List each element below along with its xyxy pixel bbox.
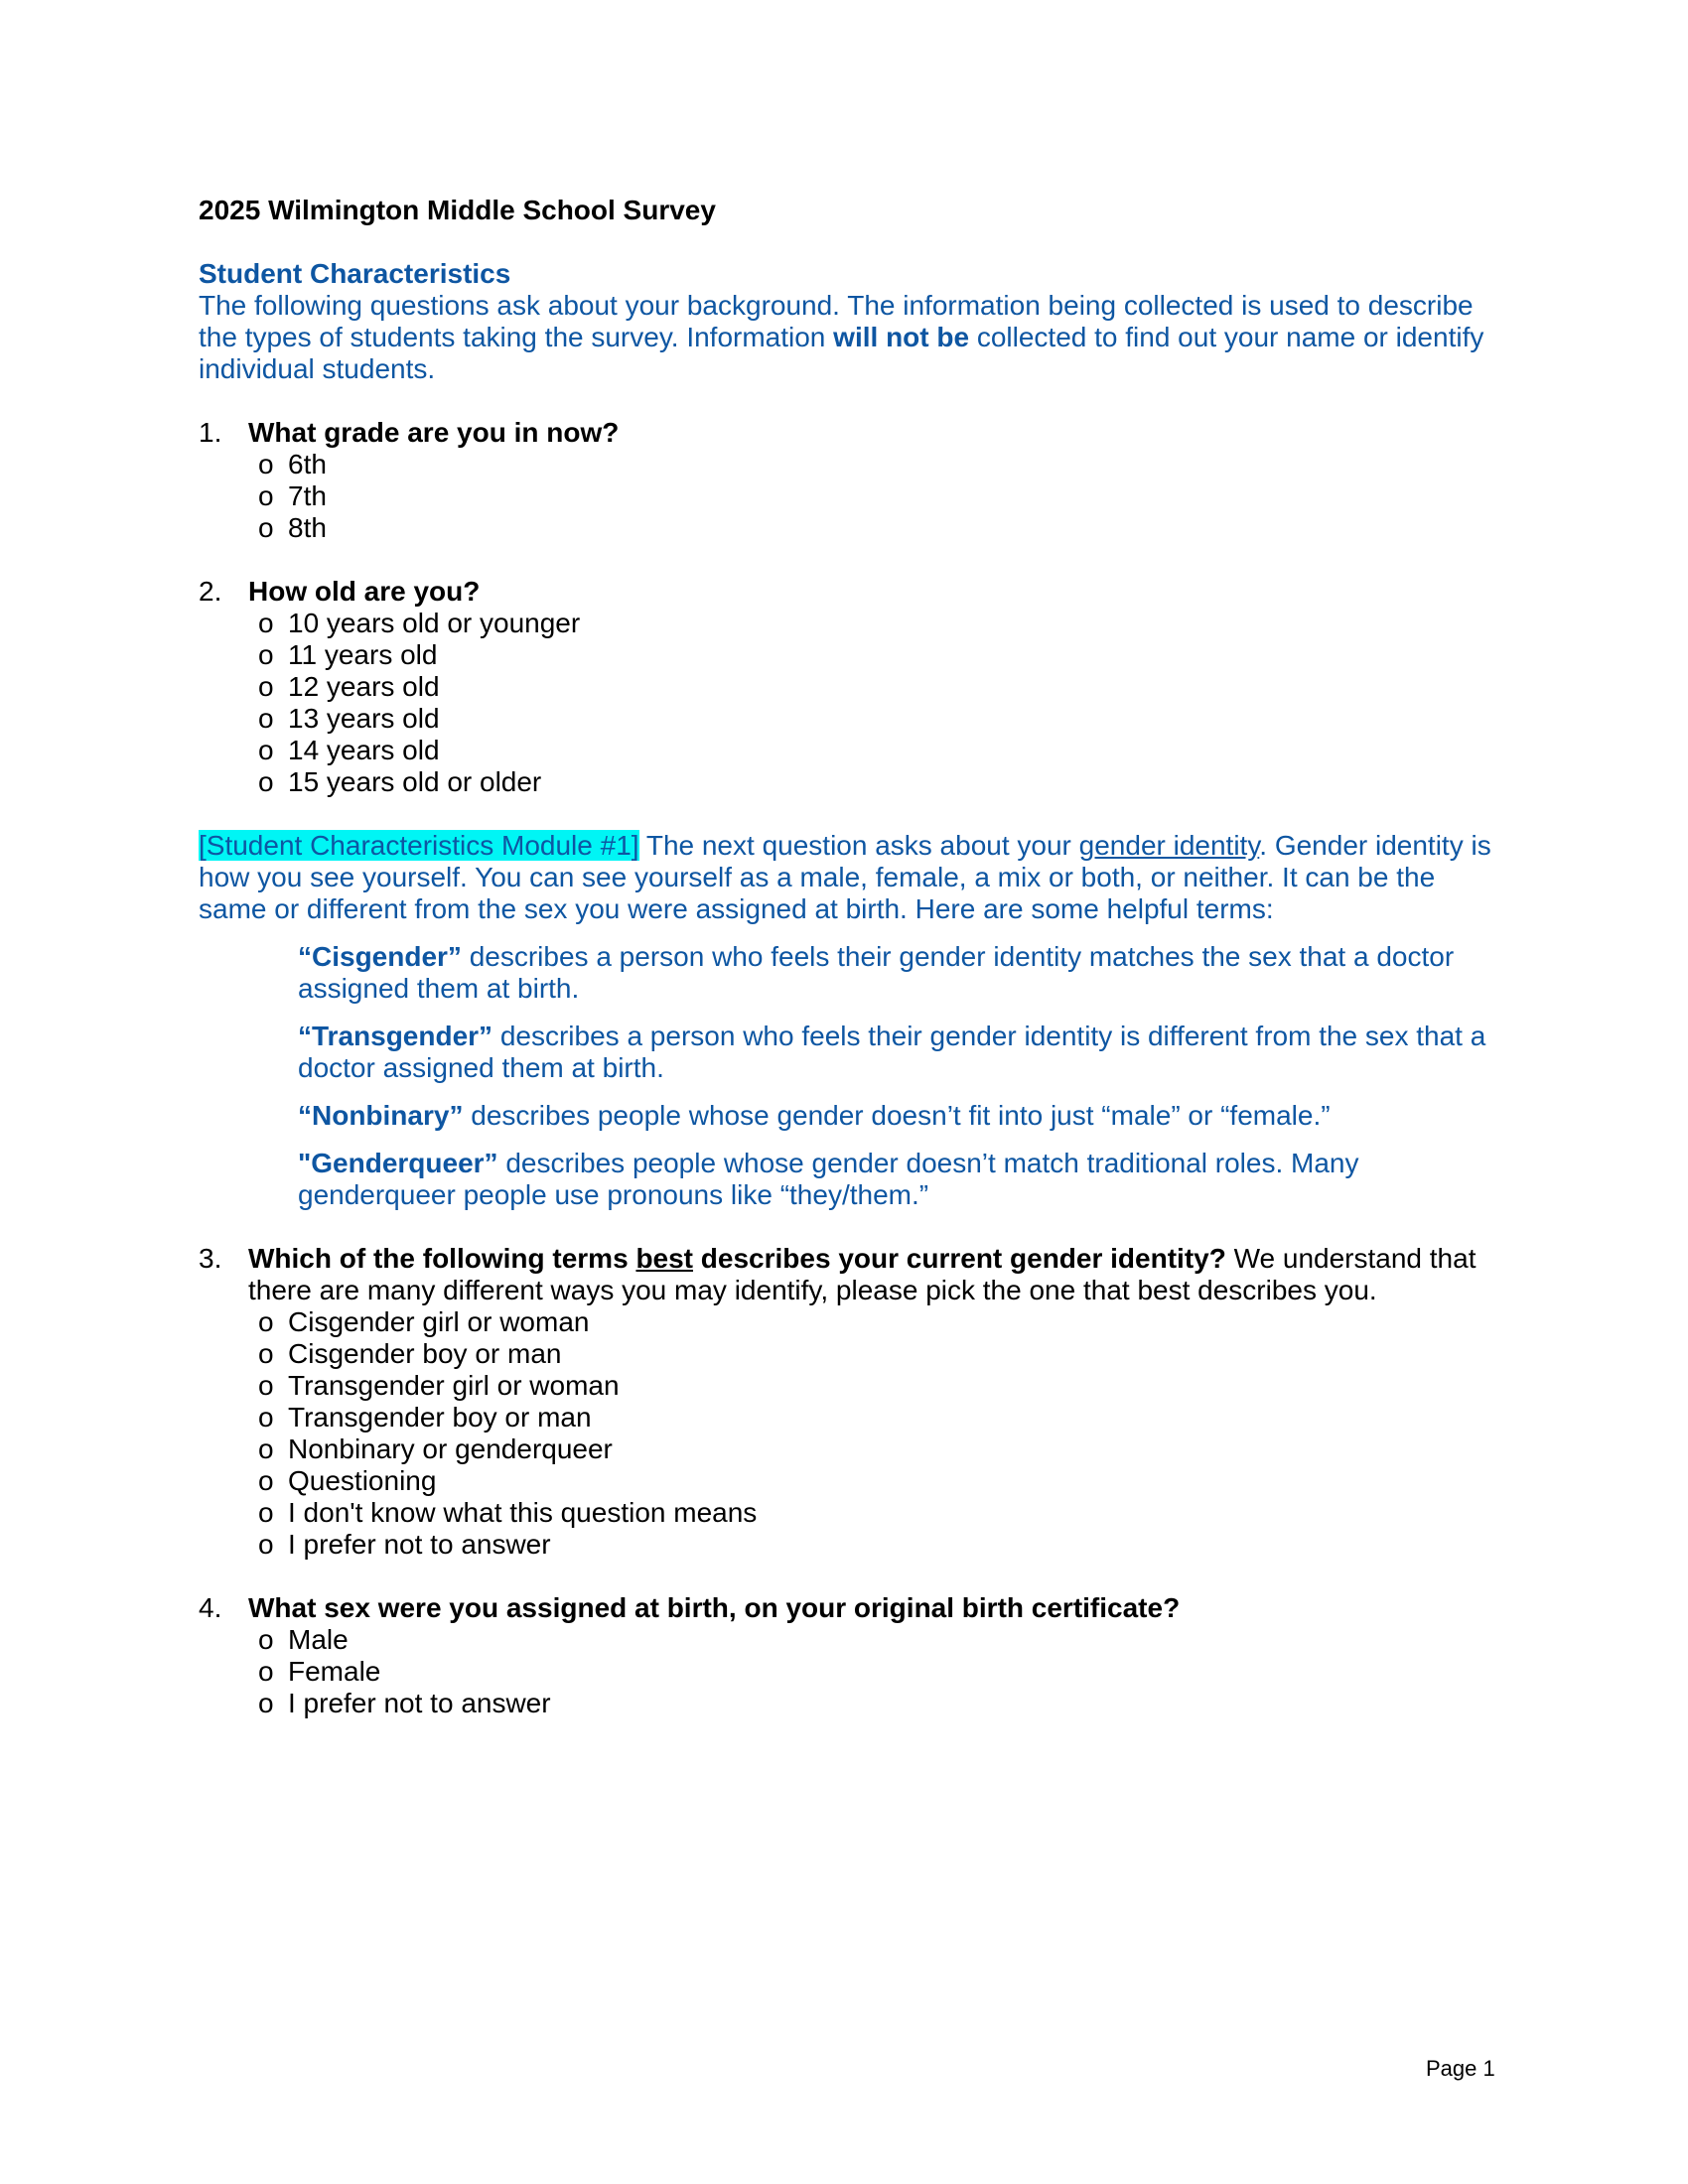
- option[interactable]: o 10 years old or younger: [258, 608, 581, 638]
- radio-bullet-icon: o: [258, 1688, 274, 1718]
- option[interactable]: o Cisgender girl or woman: [258, 1306, 590, 1337]
- radio-bullet-icon: o: [258, 1370, 274, 1401]
- radio-bullet-icon: o: [258, 1338, 274, 1369]
- option[interactable]: o 6th: [258, 449, 327, 479]
- radio-bullet-icon: o: [258, 1433, 274, 1464]
- question-3: [199, 1243, 1499, 1306]
- radio-bullet-icon: o: [258, 1624, 274, 1655]
- intro-text-a: The following questions ask about your background. The information being collected is used to describe the types of students taking the survey. Information: [199, 290, 1474, 352]
- module-tag: [Student Characteristics Module #1]: [199, 830, 639, 861]
- intro-text-b: collected to find out your name or identify individual students.: [199, 322, 1484, 384]
- section-heading: Student Characteristics: [199, 258, 511, 289]
- question-number: 1.: [199, 417, 222, 448]
- question-text: How old are you?: [248, 576, 481, 607]
- radio-bullet-icon: o: [258, 449, 274, 479]
- option[interactable]: o I prefer not to answer: [258, 1529, 551, 1560]
- option[interactable]: o Female: [258, 1656, 381, 1687]
- intro-text-bold: will not be: [833, 322, 970, 352]
- radio-bullet-icon: o: [258, 1402, 274, 1433]
- radio-bullet-icon: o: [258, 480, 274, 511]
- radio-bullet-icon: o: [258, 703, 274, 734]
- radio-bullet-icon: o: [258, 735, 274, 765]
- question-number: 3.: [199, 1243, 222, 1274]
- option[interactable]: o I prefer not to answer: [258, 1688, 551, 1718]
- question-1: [199, 417, 1499, 449]
- radio-bullet-icon: o: [258, 608, 274, 638]
- radio-bullet-icon: o: [258, 671, 274, 702]
- term-definition: "Genderqueer” describes people whose gender doesn’t match traditional roles. Many genderqueer people use pronouns like “they/them.”: [298, 1148, 1359, 1210]
- radio-bullet-icon: o: [258, 639, 274, 670]
- option[interactable]: o 12 years old: [258, 671, 440, 702]
- question-2-options: [199, 608, 1499, 798]
- question-1-options: [199, 449, 1499, 544]
- question-text: Which of the following terms best describes your current gender identity? We understand that there are many different ways you may identify, please pick the one that best describes you.: [248, 1243, 1477, 1305]
- option[interactable]: o Male: [258, 1624, 349, 1655]
- option[interactable]: o 15 years old or older: [258, 766, 542, 797]
- radio-bullet-icon: o: [258, 766, 274, 797]
- question-3-options: [199, 1306, 1499, 1561]
- radio-bullet-icon: o: [258, 1465, 274, 1496]
- option[interactable]: o Transgender boy or man: [258, 1402, 592, 1433]
- document-page: [199, 195, 1499, 1751]
- gender-identity-link[interactable]: gender identity: [1078, 830, 1260, 861]
- option[interactable]: o Cisgender boy or man: [258, 1338, 562, 1369]
- term-definition: “Cisgender” describes a person who feels their gender identity matches the sex that a doctor assigned them at birth.: [298, 941, 1455, 1004]
- radio-bullet-icon: o: [258, 1306, 274, 1337]
- term-definition: “Nonbinary” describes people whose gender doesn’t fit into just “male” or “female.”: [298, 1100, 1331, 1131]
- option[interactable]: o 14 years old: [258, 735, 440, 765]
- question-text: What grade are you in now?: [248, 417, 620, 448]
- option[interactable]: o I don't know what this question means: [258, 1497, 758, 1528]
- radio-bullet-icon: o: [258, 512, 274, 543]
- document-title: 2025 Wilmington Middle School Survey: [199, 195, 716, 225]
- question-number: 4.: [199, 1592, 222, 1623]
- section-intro: [199, 290, 1499, 385]
- question-number: 2.: [199, 576, 222, 607]
- term-definition: “Transgender” describes a person who feels their gender identity is different from the sex that a doctor assigned them at birth.: [298, 1021, 1486, 1083]
- question-text: What sex were you assigned at birth, on your original birth certificate?: [248, 1592, 1181, 1623]
- question-4: [199, 1592, 1499, 1624]
- page-number: Page 1: [1426, 2056, 1495, 2081]
- option[interactable]: o Transgender girl or woman: [258, 1370, 620, 1401]
- option[interactable]: o 7th: [258, 480, 327, 511]
- option[interactable]: o 8th: [258, 512, 327, 543]
- radio-bullet-icon: o: [258, 1497, 274, 1528]
- terms-list: [199, 941, 1499, 1211]
- option[interactable]: o 13 years old: [258, 703, 440, 734]
- option[interactable]: o Nonbinary or genderqueer: [258, 1433, 613, 1464]
- option[interactable]: o 11 years old: [258, 639, 438, 670]
- question-2: [199, 576, 1499, 608]
- radio-bullet-icon: o: [258, 1656, 274, 1687]
- radio-bullet-icon: o: [258, 1529, 274, 1560]
- option[interactable]: o Questioning: [258, 1465, 437, 1496]
- question-4-options: [199, 1624, 1499, 1719]
- module-intro: [Student Characteristics Module #1] The next question asks about your gender identity. Gender identity is how you see yourself. You can see yourself as a male, female, a mix or both, or neither. It can be the same or different from the sex you were assigned at birth. Here are some helpful terms:: [199, 830, 1491, 924]
